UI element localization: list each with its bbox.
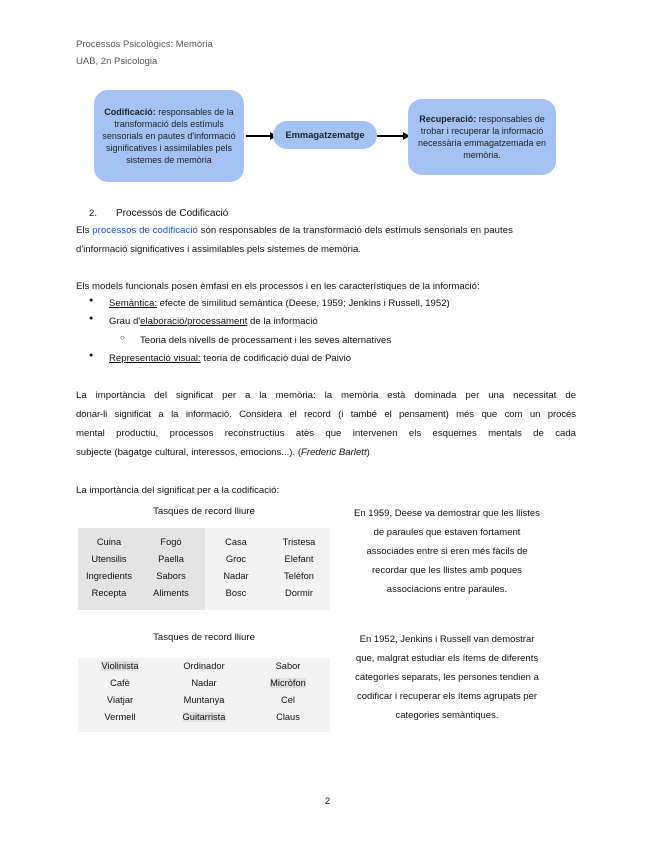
table2-cell: Ordinador — [183, 661, 225, 671]
table2-cell: Guitarrista — [182, 712, 226, 722]
representacio-desc: teoria de codificació dual de Paivio — [200, 353, 352, 364]
table1-cell: Utensilis — [91, 554, 127, 564]
models-intro: Els models funcionals posen èmfasi en els processos i en les característiques de la informació: — [76, 281, 480, 292]
arrow-1 — [246, 135, 271, 137]
recuperacio-box — [408, 99, 556, 175]
para2-line4-close: ) — [366, 447, 370, 458]
table2-cell: Cel — [281, 695, 295, 705]
para1-rest: són responsables de la transformació dels estímuls sensorials en pautes — [197, 225, 513, 236]
table2-cell: Viatjar — [106, 695, 134, 705]
doc-header-title: Processos Psicològics: Memòria — [76, 39, 213, 50]
codificacio-box — [94, 90, 244, 182]
table1-cell: Bosc — [225, 588, 247, 598]
doc-header-subtitle: UAB, 2n Psicologia — [76, 56, 158, 67]
elaboracio-label: elaboració/processament — [140, 316, 248, 327]
elaboracio-prefix: Grau d' — [109, 316, 141, 327]
table1-cell: Aliments — [153, 588, 189, 598]
jenkins-note — [334, 630, 560, 725]
recuperacio-desc: responsables de trobar i recuperar la informació necessària emmagatzemada en memòria. — [417, 114, 547, 160]
para1-line2: d'informació significatives i assimilables pels sistemes de memòria. — [76, 244, 361, 255]
para2-line1: La importància del significat per a la memòria: la memòria està dominada per una necessitat de — [76, 390, 576, 401]
table2-cell: Cafè — [110, 678, 130, 688]
arrow-2 — [377, 135, 404, 137]
table1-cell: Dormir — [285, 588, 313, 598]
semantica-label: Semàntica: — [109, 298, 157, 309]
table1-cell: Groc — [225, 554, 247, 564]
side1-line: En 1959, Deese va demostrar que les llistes — [354, 508, 540, 519]
table1 — [78, 528, 330, 610]
table1-cell: Sabors — [156, 571, 186, 581]
bullet-representacio — [109, 349, 351, 368]
codificacio-desc: responsables de la transformació dels estímuls sensorials en pautes d'informació significatives i assimilables pels sistemes de memòria — [102, 107, 236, 165]
sub-bullet-icon: ○ — [120, 333, 125, 342]
codificacio-label: Codificació: — [104, 107, 156, 117]
table2-cell: Claus — [276, 712, 300, 722]
codif-title: La importància del significat per a la codificació: — [76, 485, 280, 496]
table1-caption: Tasques de record lliure — [153, 506, 255, 517]
table2-cell: Sabor — [275, 661, 301, 671]
side2-line: categories semàntiques. — [395, 710, 499, 721]
table1-cell: Telèfon — [284, 571, 314, 581]
table1-cell: Nadar — [223, 571, 249, 581]
semantica-desc: efecte de similitud semàntica (Deese, 1959; Jenkins i Russell, 1952) — [157, 298, 450, 309]
emmagatzematge-box — [273, 121, 377, 149]
recuperacio-label: Recuperació: — [419, 114, 477, 124]
table2-caption: Tasques de record lliure — [153, 632, 255, 643]
section-title: Processos de Codificació — [116, 208, 229, 219]
table2 — [78, 658, 330, 732]
elaboracio-desc: de la informació — [247, 316, 318, 327]
side1-line: de paraules que estaven fortament — [373, 527, 521, 538]
para2-line4-text: subjecte (bagatge cultural, interessos, emocions...). ( — [76, 447, 302, 458]
table1-cell: Cuina — [96, 537, 122, 547]
table1-cell: Elefant — [284, 554, 314, 564]
table1-cell: Recepta — [91, 588, 127, 598]
bullet-icon: ● — [89, 352, 94, 359]
para2-line2: donar-li significat a la informació. Considera el record (i també el pensament) més que com un procés — [76, 409, 576, 420]
table2-cell: Violinista — [101, 661, 139, 671]
side1-line: recordar que les llistes amb poques — [372, 565, 522, 576]
table2-cell: Nadar — [191, 678, 217, 688]
para1-prefix: Els — [76, 225, 93, 236]
table2-cell: Vermell — [104, 712, 136, 722]
side2-line: En 1952, Jenkins i Russell van demostrar — [359, 634, 535, 645]
bullet-elaboracio — [109, 312, 318, 331]
bullet-semantica — [109, 294, 450, 313]
side1-line: associacions entre paraules. — [386, 584, 508, 595]
para2-line3: mental productiu, processos reconstructius atès que intervenen els esquemes mentals de cada — [76, 428, 576, 439]
section-number: 2. — [89, 208, 98, 219]
bullet-icon: ● — [89, 297, 94, 304]
side2-line: que, malgrat estudiar els ítems de diferents — [355, 653, 539, 664]
para1-line1 — [76, 221, 576, 240]
sub-bullet-nivells: Teoria dels nivells de processament i les seves alternatives — [140, 335, 392, 346]
table1-cell: Ingredients — [86, 571, 132, 581]
side1-line: associades entre si eren més fàcils de — [366, 546, 528, 557]
table1-cell: Paella — [158, 554, 184, 564]
table1-cell: Casa — [225, 537, 247, 547]
representacio-label: Representació visual: — [109, 353, 201, 364]
side2-line: categories separats, les persones tendien a — [355, 672, 539, 683]
author-citation: Frederic Barlett — [301, 447, 367, 458]
table2-cell: Micròfon — [270, 678, 306, 688]
deese-note — [334, 504, 560, 599]
table1-cell: Tristesa — [282, 537, 316, 547]
table1-cell: Fogó — [160, 537, 182, 547]
codification-link[interactable]: processos de codificació — [92, 225, 198, 236]
bullet-icon: ● — [89, 315, 94, 322]
para2-line4 — [76, 443, 370, 462]
page-number: 2 — [324, 796, 331, 807]
emmagatzematge-label: Emmagatzematge — [285, 130, 365, 140]
table2-cell: Muntanya — [183, 695, 225, 705]
side2-line: codificar i recuperar els ítems agrupats per — [356, 691, 538, 702]
